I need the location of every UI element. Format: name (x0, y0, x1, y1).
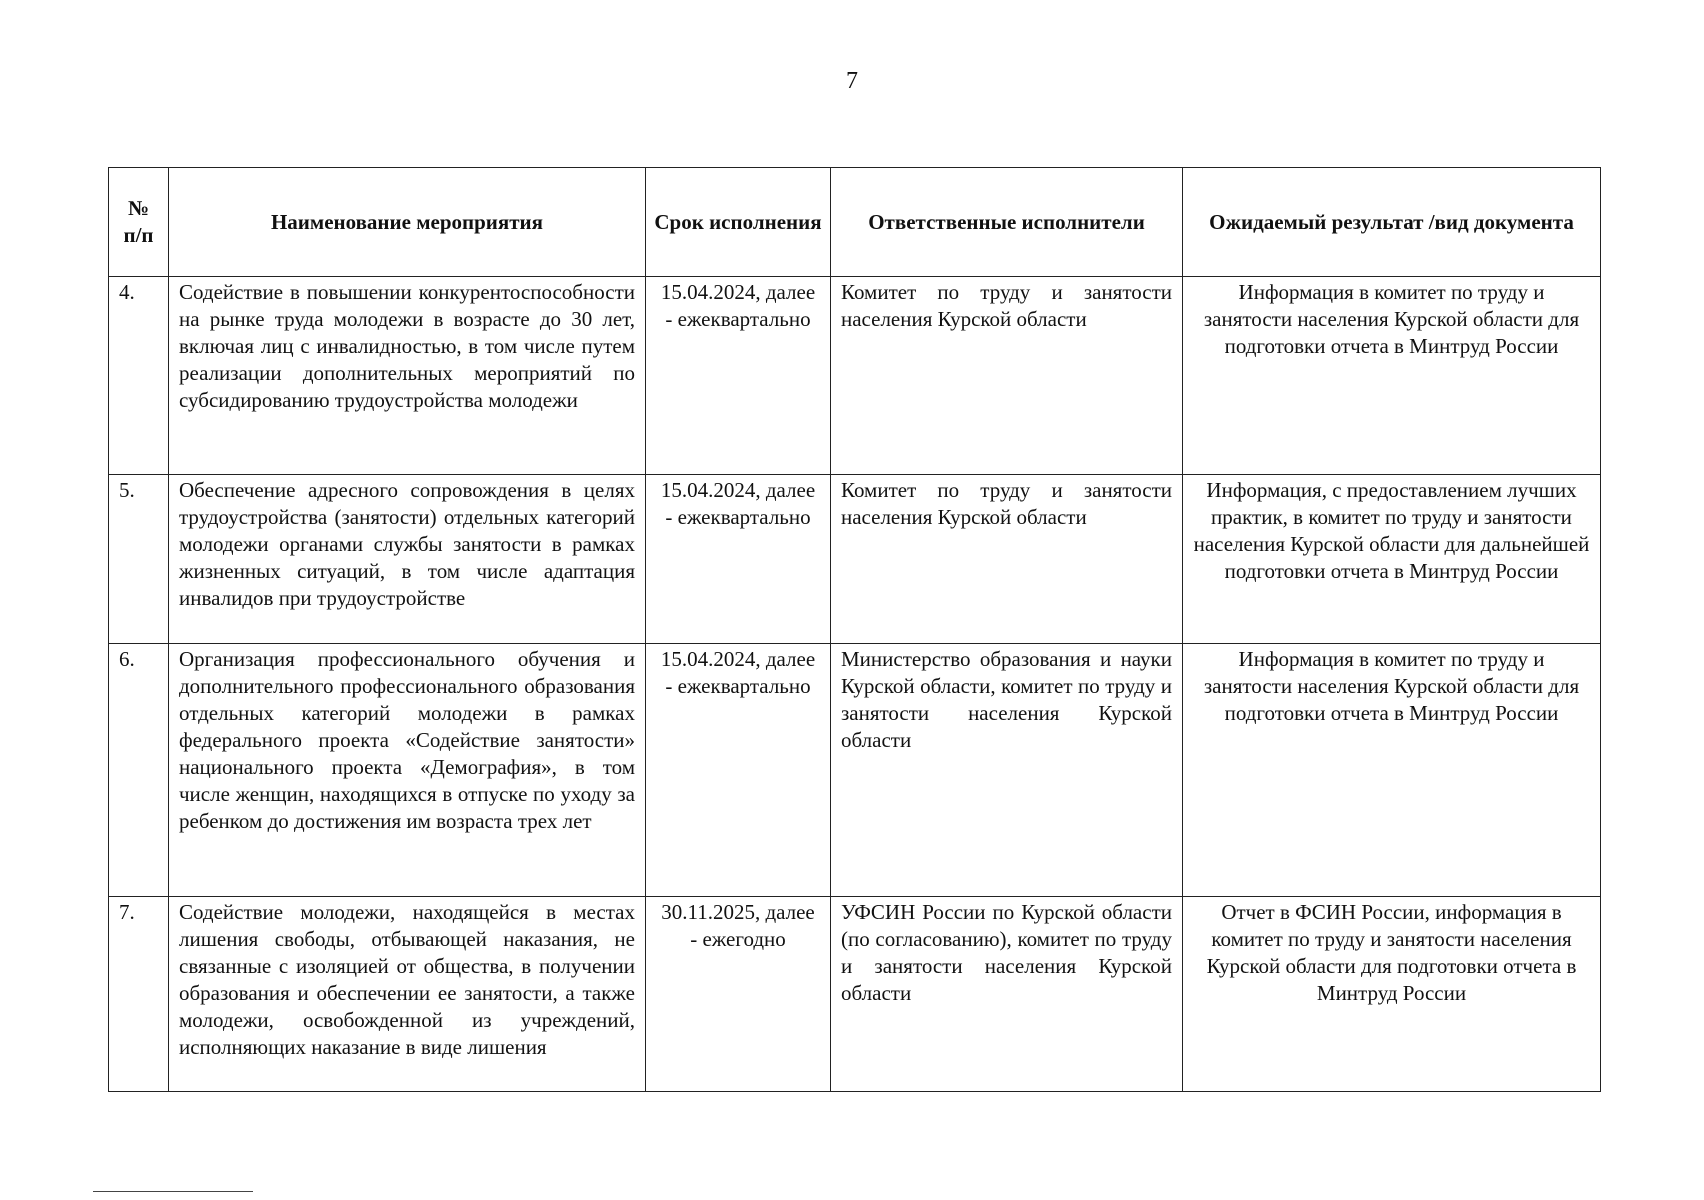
table-row (109, 277, 1601, 475)
row-activity: Содействие в повышении конкурентоспособности на рынке труда молодежи в возрасте до 30 лет, включая лиц с инвалидностью, в том числе путем реализации дополнительных мероприятий по субсидированию трудоустройства молодежи (169, 277, 646, 475)
row-result: Отчет в ФСИН России, информация в комитет по труду и занятости населения Курской области для подготовки отчета в Минтруд России (1183, 897, 1601, 1092)
row-num: 5. (109, 475, 169, 644)
row-num: 4. (109, 277, 169, 475)
row-responsible: Комитет по труду и занятости населения Курской области (831, 277, 1183, 475)
table-row (109, 475, 1601, 644)
footnote-divider (93, 1191, 253, 1192)
row-result: Информация, с предоставлением лучших практик, в комитет по труду и занятости населения Курской области для дальнейшей подготовки отчета в Минтруд России (1183, 475, 1601, 644)
row-responsible: Комитет по труду и занятости населения Курской области (831, 475, 1183, 644)
header-num: № п/п (109, 168, 169, 277)
header-responsible: Ответственные исполнители (831, 168, 1183, 277)
header-result: Ожидаемый результат /вид документа (1183, 168, 1601, 277)
row-activity: Содействие молодежи, находящейся в местах лишения свободы, отбывающей наказания, не связанные с изоляцией от общества, в получении образования и обеспечении ее занятости, а также молодежи, освобожденной из учреждений, исполняющих наказание в виде лишения (169, 897, 646, 1092)
row-activity: Обеспечение адресного сопровождения в целях трудоустройства (занятости) отдельных категорий молодежи органами службы занятости в рамках жизненных ситуаций, в том числе адаптация инвалидов при трудоустройстве (169, 475, 646, 644)
table-header-row (109, 168, 1601, 277)
header-name: Наименование мероприятия (169, 168, 646, 277)
row-num: 6. (109, 644, 169, 897)
row-term: 30.11.2025, далее - ежегодно (646, 897, 831, 1092)
page-number: 7 (846, 68, 858, 94)
row-num: 7. (109, 897, 169, 1092)
row-responsible: Министерство образования и науки Курской области, комитет по труду и занятости населения Курской области (831, 644, 1183, 897)
row-responsible: УФСИН России по Курской области (по согласованию), комитет по труду и занятости населения Курской области (831, 897, 1183, 1092)
row-result: Информация в комитет по труду и занятости населения Курской области для подготовки отчета в Минтруд России (1183, 644, 1601, 897)
row-result: Информация в комитет по труду и занятости населения Курской области для подготовки отчета в Минтруд России (1183, 277, 1601, 475)
table-row (109, 644, 1601, 897)
activities-table (108, 167, 1601, 1092)
row-term: 15.04.2024, далее - ежеквартально (646, 277, 831, 475)
row-activity: Организация профессионального обучения и дополнительного профессионального образования отдельных категорий молодежи в рамках федерального проекта «Содействие занятости» национального проекта «Демография», в том числе женщин, находящихся в отпуске по уходу за ребенком до достижения им возраста трех лет (169, 644, 646, 897)
row-term: 15.04.2024, далее - ежеквартально (646, 475, 831, 644)
table-row (109, 897, 1601, 1092)
header-term: Срок исполнения (646, 168, 831, 277)
row-term: 15.04.2024, далее - ежеквартально (646, 644, 831, 897)
